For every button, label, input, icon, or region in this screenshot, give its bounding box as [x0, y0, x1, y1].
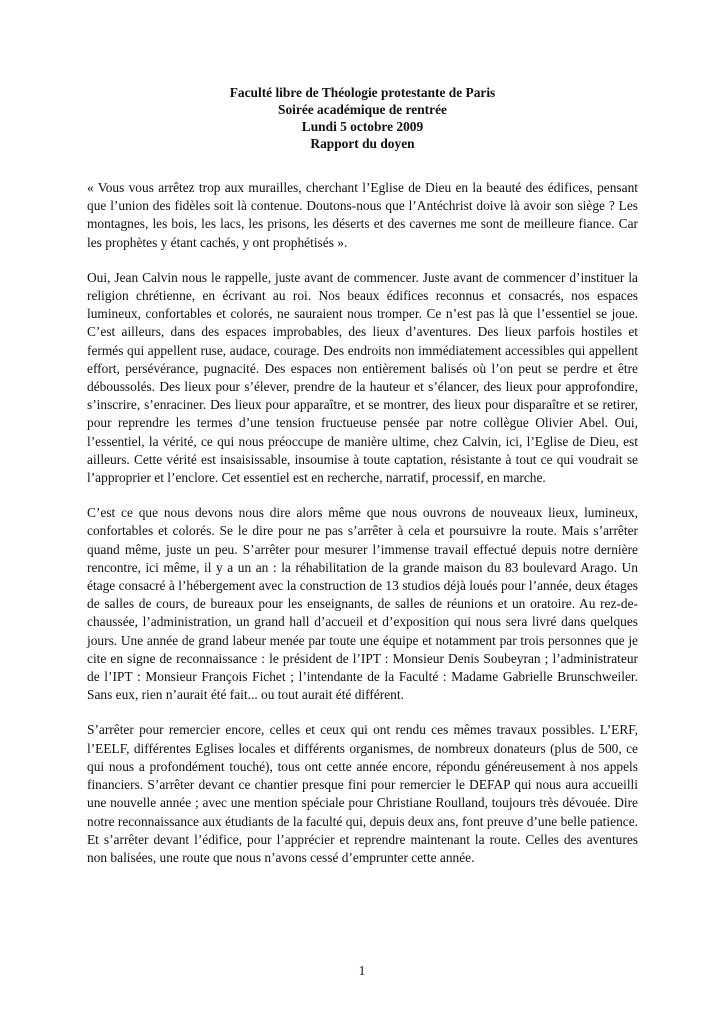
- header-institution: Faculté libre de Théologie protestante de Paris: [229, 85, 496, 100]
- document-page: [87, 84, 638, 867]
- header-event: Soirée académique de rentrée: [278, 102, 447, 117]
- paragraph-quote: « Vous vous arrêtez trop aux murailles, cherchant l’Eglise de Dieu en la beauté des édifices, pensant que l’union des fidèles soit là contenue. Doutons-nous que l’Antéchrist doive là avoir son siège ? Les montagnes, les bois, les lacs, les prisons, les déserts et des cavernes me sont de meilleure fiance. Car les prophètes y étant cachés, y ont prophétisés ».: [87, 180, 638, 250]
- header-date: Lundi 5 octobre 2009: [301, 119, 424, 134]
- header-title: Rapport du doyen: [310, 136, 415, 151]
- paragraph-thanks: S’arrêter pour remercier encore, celles et ceux qui ont rendu ces mêmes travaux possibles. L’ERF, l’EELF, différentes Eglises locales et différents organismes, de nombreux donateurs (plus de 500, ce qui nous a profondément touché), tous ont cette année encore, répondu généreusement à nos appels financiers. S’arrêter devant ce chantier presque fini pour remercier le DEFAP qui nous aura accueilli une nouvelle année ; avec une mention spéciale pour Christiane Roulland, toujours très dévouée. Dire notre reconnaissance aux étudiants de la faculté qui, depuis deux ans, font preuve d’une belle patience. Et s’arrêter devant l’édifice, pour l’apprécier et reprendre maintenant la route. Celles des aventures non balisées, une route que nous n’avons cessé d’emprunter cette année.: [87, 722, 638, 865]
- paragraph-new-spaces: C’est ce que nous devons nous dire alors même que nous ouvrons de nouveaux lieux, lumineux, confortables et colorés. Se le dire pour ne pas s’arrêter à cela et poursuivre la route. Mais s’arrêter quand même, juste un peu. S’arrêter pour mesurer l’immense travail effectué depuis notre dernière rencontre, ici même, il y a un an : la réhabilitation de la grande maison du 83 boulevard Arago. Un étage consacré à l’hébergement avec la construction de 13 studios déjà loués pour l’année, deux étages de salles de cours, de bureaux pour les enseignants, de salles de réunions et un oratoire. Au rez-de-chaussée, l’administration, un grand hall d’accueil et d’exposition qui nous sera livré dans quelques jours. Une année de grand labeur menée par toute une équipe et notamment par trois personnes que je cite en signe de reconnaissance : le président de l’IPT : Monsieur Denis Soubeyran ; l’administrateur de l’IPT : Monsieur François Fichet ; l’intendante de la Faculté : Madame Gabrielle Brunschweiler. Sans eux, rien n’aurait été fait... ou tout aurait été différent.: [87, 505, 638, 703]
- page-number: 1: [358, 963, 366, 978]
- paragraph-calvin: Oui, Jean Calvin nous le rappelle, juste avant de commencer. Juste avant de commencer d’instituer la religion chrétienne, en écrivant au roi. Nos beaux édifices reconnus et consacrés, nos espaces lumineux, confortables et colorés, ne sauraient nous tromper. Ce n’est pas là que l’essentiel se joue. C’est ailleurs, dans des espaces improbables, des lieux d’aventures. Des lieux parfois hostiles et fermés qui appellent ruse, audace, courage. Des endroits non immédiatement accessibles qui appellent effort, persévérance, pugnacité. Des espaces non entièrement balisés où l’on peut se perdre et être déboussolés. Des lieux pour s’élever, prendre de la hauteur et s’élancer, des lieux pour approfondire, s’inscrire, s’enraciner. Des lieux pour apparaître, et se montrer, des lieux pour disparaître et se retirer, pour reprendre les termes d’une tension fructueuse pensée par notre collègue Olivier Abel. Oui, l’essentiel, la vérité, ce qui nous préoccupe de manière ultime, chez Calvin, ici, l’Eglise de Dieu, est ailleurs. Cette vérité est insaisissable, insoumise à toute captation, résistante à tout ce qui voudrait se l’approprier et l’enclore. Cet essentiel est en recherche, narratif, processif, en marche.: [87, 269, 638, 486]
- document-header: [87, 84, 638, 152]
